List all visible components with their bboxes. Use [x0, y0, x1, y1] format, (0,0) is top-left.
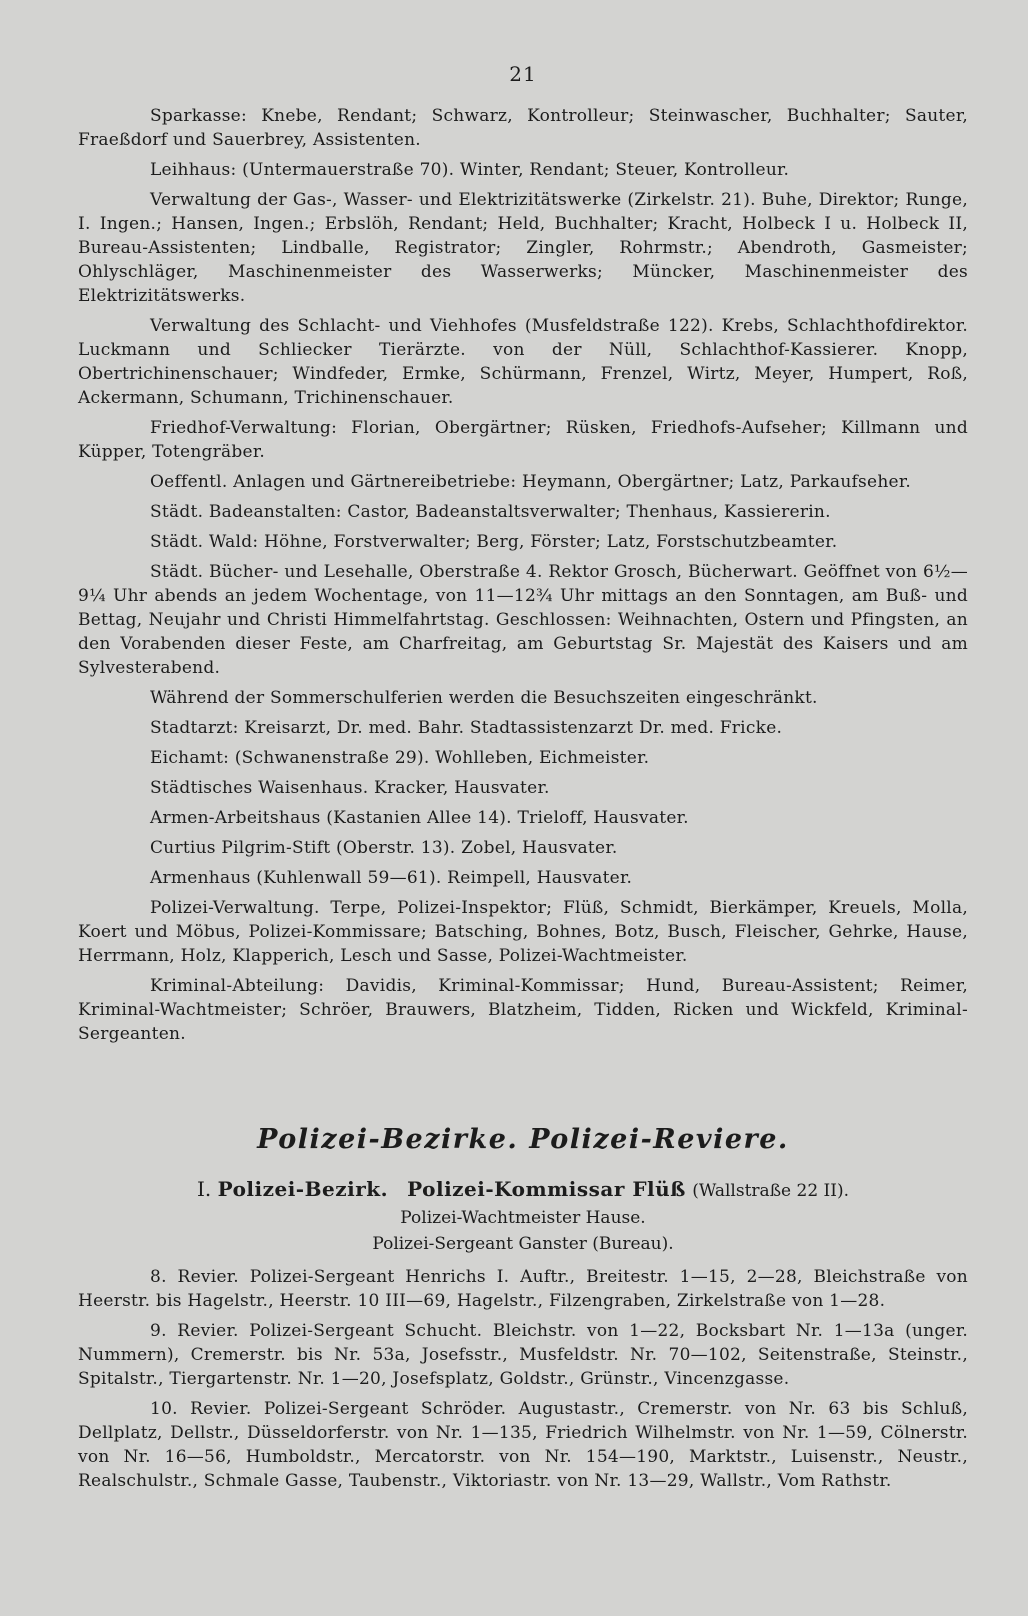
- district-bezirk: Polizei-Bezirk.: [217, 1177, 389, 1201]
- district-commissioner: Polizei-Kommissar Flüß: [407, 1177, 686, 1201]
- entry-stadtarzt: Stadtarzt: Kreisarzt, Dr. med. Bahr. Stadtassistenzarzt Dr. med. Fricke.: [150, 718, 783, 738]
- revier-8: 8. Revier. Polizei-Sergeant Henrichs I. Auftr., Breitestr. 1—15, 2—28, Bleichstraße von Heerstr. bis Hagelstr., Heerstr. 10 III—69, Hagelstr., Filzengraben, Zirkelstraße von 1—28.: [78, 1267, 968, 1311]
- entry-lesehalle: Städt. Bücher- und Lesehalle, Oberstraße 4. Rektor Grosch, Bücherwart. Geöffnet von 6½—9¼ Uhr abends an jedem Wochentage, von 11—12¾ Uhr mittags an den Sonntagen, am Buß- und Bettag, Neujahr und Christi Himmelfahrtstag. Geschlossen: Weihnachten, Ostern und Pfingsten, an den Vorabenden dieser Feste, am Charfreitag, am Geburtstag Sr. Majestät des Kaisers und am Sylvesterabend.: [78, 562, 968, 678]
- reviere-list: [78, 1265, 968, 1493]
- section-heading: Polizei-Bezirke. Polizei-Reviere.: [257, 1124, 789, 1155]
- entry-eichamt: Eichamt: (Schwanenstraße 29). Wohlleben, Eichmeister.: [150, 748, 650, 768]
- district-title: [78, 1177, 968, 1201]
- entry-polizei-verwaltung: Polizei-Verwaltung. Terpe, Polizei-Inspektor; Flüß, Schmidt, Bierkämper, Kreuels, Molla, Koert und Möbus, Polizei-Kommissare; Batsching, Bohnes, Botz, Busch, Fleischer, Gehrke, Hause, Herrmann, Holz, Klapperich, Lesch und Sasse, Polizei-Wachtmeister.: [78, 898, 968, 966]
- entry-waisenhaus: Städtisches Waisenhaus. Kracker, Hausvater.: [150, 778, 550, 798]
- district-wachtmeister: Polizei-Wachtmeister Hause.: [400, 1208, 646, 1228]
- entry-friedhof: Friedhof-Verwaltung: Florian, Obergärtner; Rüsken, Friedhofs-Aufseher; Killmann und Küpper, Totengräber.: [78, 418, 968, 462]
- entry-werke: Verwaltung der Gas-, Wasser- und Elektrizitätswerke (Zirkelstr. 21). Buhe, Direktor; Runge, I. Ingen.; Hansen, Ingen.; Erbslöh, Rendant; Held, Buchhalter; Kracht, Holbeck I u. Holbeck II, Bureau-Assistenten; Lindballe, Registrator; Zingler, Rohrmstr.; Abendroth, Gasmeister; Ohlyschläger, Maschinenmeister des Wasserwerks; Müncker, Maschinenmeister des Elektrizitätswerks.: [78, 190, 968, 306]
- district-sergeant: Polizei-Sergeant Ganster (Bureau).: [372, 1234, 674, 1254]
- entry-pilgrim-stift: Curtius Pilgrim-Stift (Oberstr. 13). Zobel, Hausvater.: [150, 838, 618, 858]
- district-address: (Wallstraße 22 II).: [692, 1181, 850, 1201]
- revier-9: 9. Revier. Polizei-Sergeant Schucht. Bleichstr. von 1—22, Bocksbart Nr. 1—13a (unger. Nummern), Cremerstr. bis Nr. 53a, Josefsstr., Musfeldstr. Nr. 70—102, Seitenstraße, Steinstr., Spitalstr., Tiergartenstr. Nr. 1—20, Josefsplatz, Goldstr., Grünstr., Vincenzgasse.: [78, 1321, 968, 1389]
- entry-armenhaus: Armenhaus (Kuhlenwall 59—61). Reimpell, Hausvater.: [150, 868, 633, 888]
- entry-wald: Städt. Wald: Höhne, Forstverwalter; Berg, Förster; Latz, Forstschutzbeamter.: [150, 532, 838, 552]
- administration-entries: [78, 104, 968, 1046]
- entry-anlagen: Oeffentl. Anlagen und Gärtnereibetriebe: Heymann, Obergärtner; Latz, Parkaufseher.: [150, 472, 912, 492]
- entry-sommerferien: Während der Sommerschulferien werden die Besuchszeiten eingeschränkt.: [150, 688, 818, 708]
- district-number: I.: [196, 1177, 212, 1201]
- entry-arbeitshaus: Armen-Arbeitshaus (Kastanien Allee 14). Trieloff, Hausvater.: [150, 808, 689, 828]
- entry-badeanstalten: Städt. Badeanstalten: Castor, Badeanstaltsverwalter; Thenhaus, Kassiererin.: [150, 502, 831, 522]
- entry-sparkasse: Sparkasse: Knebe, Rendant; Schwarz, Kontrolleur; Steinwascher, Buchhalter; Sauter, Fraeßdorf und Sauerbrey, Assistenten.: [78, 106, 968, 150]
- entry-leihhaus: Leihhaus: (Untermauerstraße 70). Winter, Rendant; Steuer, Kontrolleur.: [150, 160, 790, 180]
- entry-schlachthof: Verwaltung des Schlacht- und Viehhofes (Musfeldstraße 122). Krebs, Schlachthofdirektor. Luckmann und Schliecker Tierärzte. von der Nüll, Schlachthof-Kassierer. Knopp, Obertrichinenschauer; Windfeder, Ermke, Schürmann, Frenzel, Wirtz, Meyer, Humpert, Roß, Ackermann, Schumann, Trichinenschauer.: [78, 316, 968, 408]
- revier-10: 10. Revier. Polizei-Sergeant Schröder. Augustastr., Cremerstr. von Nr. 63 bis Schluß, Dellplatz, Dellstr., Düsseldorferstr. von Nr. 1—135, Friedrich Wilhelmstr. von Nr. 1—59, Cölnerstr. von Nr. 16—56, Humboldstr., Mercatorstr. von Nr. 154—190, Marktstr., Luisenstr., Neustr., Realschulstr., Schmale Gasse, Taubenstr., Viktoriastr. von Nr. 13—29, Wallstr., Vom Rathstr.: [78, 1399, 968, 1491]
- page-number: 21: [509, 62, 537, 86]
- entry-kriminal-abteilung: Kriminal-Abteilung: Davidis, Kriminal-Kommissar; Hund, Bureau-Assistent; Reimer, Kriminal-Wachtmeister; Schröer, Brauwers, Blatzheim, Tidden, Ricken und Wickfeld, Kriminal-Sergeanten.: [78, 976, 968, 1044]
